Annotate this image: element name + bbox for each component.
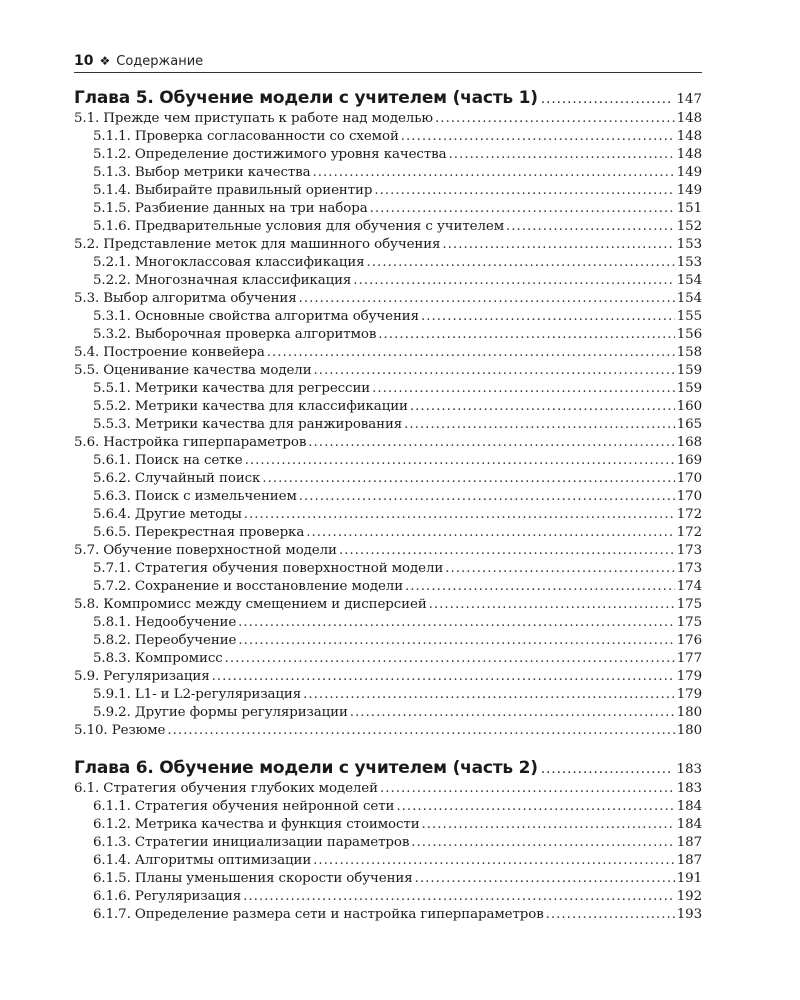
toc-subsection-entry[interactable] [74,272,702,290]
toc-subsection-entry[interactable] [74,506,702,524]
chapter-title: Глава 6. Обучение модели с учителем (часть 2) [74,758,538,778]
dot-leader [372,380,675,398]
toc-subsection-entry[interactable] [74,146,702,164]
dot-leader [374,182,674,200]
entry-page-number: 151 [676,201,702,216]
dot-leader [411,834,674,852]
toc-subsection-entry[interactable] [74,200,702,218]
chapter-title: Глава 5. Обучение модели с учителем (часть 1) [74,88,538,108]
entry-title: 5.5.1. Метрики качества для регрессии [93,381,371,396]
dot-leader [267,344,675,362]
dot-leader [380,780,675,798]
toc-subsection-entry[interactable] [74,852,702,870]
dot-leader [405,578,675,596]
toc-subsection-entry[interactable] [74,650,702,668]
dot-leader [422,816,675,834]
entry-page-number: 170 [676,471,702,486]
dot-leader [541,758,674,782]
dot-leader [401,128,675,146]
dot-leader [445,560,675,578]
dot-leader [313,852,675,870]
entry-title: 5.7.2. Сохранение и восстановление модели [93,579,404,594]
dot-leader [370,200,675,218]
entry-title: 5.8.1. Недообучение [93,615,237,630]
dot-leader [546,906,675,924]
dot-leader [225,650,675,668]
dot-leader [244,506,675,524]
entry-page-number: 148 [676,147,702,162]
toc-subsection-entry[interactable] [74,164,702,182]
entry-title: 5.7. Обучение поверхностной модели [74,543,337,558]
entry-page-number: 172 [676,525,702,540]
entry-page-number: 179 [676,687,702,702]
toc-section-entry[interactable] [74,434,702,452]
dot-leader [308,434,674,452]
entry-title: 5.6.2. Случайный поиск [93,471,261,486]
dot-leader [243,888,675,906]
chapter-page-number: 183 [676,762,702,777]
entry-page-number: 160 [676,399,702,414]
entry-title: 5.9.1. L1- и L2-регуляризация [93,687,302,702]
dot-leader [238,632,674,650]
entry-title: 5.10. Резюме [74,723,166,738]
entry-title: 6.1.3. Стратегии инициализации параметров [93,835,410,850]
toc-subsection-entry[interactable] [74,524,702,542]
entry-page-number: 158 [676,345,702,360]
entry-title: 5.2.1. Многоклассовая классификация [93,255,365,270]
entry-page-number: 187 [676,835,702,850]
toc-subsection-entry[interactable] [74,834,702,852]
ornament-icon: ❖ [99,54,111,68]
entry-page-number: 177 [676,651,702,666]
entry-page-number: 165 [676,417,702,432]
entry-page-number: 174 [676,579,702,594]
entry-page-number: 193 [676,907,702,922]
dot-leader [339,542,675,560]
entry-page-number: 173 [676,561,702,576]
toc-subsection-entry[interactable] [74,888,702,906]
dot-leader [506,218,675,236]
toc-subsection-entry[interactable] [74,218,702,236]
entry-page-number: 155 [676,309,702,324]
entry-title: 5.9. Регуляризация [74,669,210,684]
entry-title: 5.1.4. Выбирайте правильный ориентир [93,183,373,198]
entry-title: 5.7.1. Стратегия обучения поверхностной модели [93,561,444,576]
toc-section-entry[interactable] [74,110,702,128]
entry-title: 6.1.4. Алгоритмы оптимизации [93,853,312,868]
entry-page-number: 192 [676,889,702,904]
entry-page-number: 154 [676,291,702,306]
table-of-contents [74,86,702,924]
entry-page-number: 153 [676,237,702,252]
entry-page-number: 172 [676,507,702,522]
toc-subsection-entry[interactable] [74,816,702,834]
dot-leader [245,452,675,470]
toc-subsection-entry[interactable] [74,560,702,578]
chapter-block [74,86,702,740]
entry-page-number: 149 [676,183,702,198]
toc-subsection-entry[interactable] [74,686,702,704]
dot-leader [306,524,675,542]
entry-page-number: 175 [676,615,702,630]
chapter-block [74,756,702,924]
dot-leader [167,722,674,740]
entry-title: 5.5.3. Метрики качества для ранжирования [93,417,403,432]
toc-section-entry[interactable] [74,236,702,254]
entry-title: 5.1.6. Предварительные условия для обучения с учителем [93,219,505,234]
toc-section-entry[interactable] [74,542,702,560]
toc-subsection-entry[interactable] [74,128,702,146]
entry-page-number: 153 [676,255,702,270]
dot-leader [303,686,675,704]
toc-section-entry[interactable] [74,362,702,380]
dot-leader [415,870,675,888]
dot-leader [435,110,675,128]
dot-leader [442,236,674,254]
entry-page-number: 180 [676,705,702,720]
running-header [74,50,702,73]
dot-leader [378,326,674,344]
entry-title: 5.2.2. Многозначная классификация [93,273,352,288]
entry-page-number: 180 [676,723,702,738]
section-title: Содержание [116,53,204,69]
dot-leader [404,416,675,434]
toc-subsection-entry[interactable] [74,452,702,470]
toc-section-entry[interactable] [74,780,702,798]
entry-page-number: 187 [676,853,702,868]
dot-leader [396,798,674,816]
entry-page-number: 176 [676,633,702,648]
entry-title: 6.1.7. Определение размера сети и настройка гиперпараметров [93,907,544,922]
dot-leader [299,290,675,308]
dot-leader [367,254,675,272]
toc-subsection-entry[interactable] [74,398,702,416]
entry-page-number: 168 [676,435,702,450]
entry-title: 5.3. Выбор алгоритма обучения [74,291,297,306]
dot-leader [262,470,674,488]
entry-page-number: 159 [676,363,702,378]
entry-page-number: 154 [676,273,702,288]
entry-title: 5.6. Настройка гиперпараметров [74,435,307,450]
chapter-heading[interactable] [74,756,702,780]
toc-subsection-entry[interactable] [74,614,702,632]
chapter-heading[interactable] [74,86,702,110]
entry-page-number: 159 [676,381,702,396]
entry-title: 6.1.6. Регуляризация [93,889,242,904]
page-number: 10 [74,53,94,69]
entry-page-number: 148 [676,129,702,144]
toc-subsection-entry[interactable] [74,906,702,924]
dot-leader [314,362,675,380]
dot-leader [299,488,675,506]
dot-leader [313,164,675,182]
toc-section-entry[interactable] [74,722,702,740]
dot-leader [410,398,675,416]
toc-section-entry[interactable] [74,596,702,614]
dot-leader [350,704,675,722]
entry-title: 6.1. Стратегия обучения глубоких моделей [74,781,378,796]
entry-title: 5.3.1. Основные свойства алгоритма обучения [93,309,419,324]
entry-title: 5.8.2. Переобучение [93,633,237,648]
toc-subsection-entry[interactable] [74,470,702,488]
entry-title: 5.3.2. Выборочная проверка алгоритмов [93,327,377,342]
entry-title: 5.8. Компромисс между смещением и дисперсией [74,597,427,612]
chapter-page-number: 147 [676,92,702,107]
toc-subsection-entry[interactable] [74,704,702,722]
entry-page-number: 179 [676,669,702,684]
entry-page-number: 183 [676,781,702,796]
dot-leader [429,596,675,614]
toc-section-entry[interactable] [74,344,702,362]
toc-subsection-entry[interactable] [74,326,702,344]
entry-title: 5.4. Построение конвейера [74,345,265,360]
entry-title: 5.9.2. Другие формы регуляризации [93,705,348,720]
entry-title: 5.2. Представление меток для машинного обучения [74,237,441,252]
toc-subsection-entry[interactable] [74,632,702,650]
entry-page-number: 173 [676,543,702,558]
dot-leader [238,614,675,632]
toc-subsection-entry[interactable] [74,488,702,506]
toc-subsection-entry[interactable] [74,798,702,816]
entry-title: 5.6.4. Другие методы [93,507,242,522]
toc-subsection-entry[interactable] [74,254,702,272]
entry-title: 5.6.1. Поиск на сетке [93,453,243,468]
entry-title: 6.1.2. Метрика качества и функция стоимости [93,817,420,832]
dot-leader [421,308,675,326]
entry-page-number: 152 [676,219,702,234]
entry-page-number: 175 [676,597,702,612]
entry-title: 5.1.1. Проверка согласованности со схемой [93,129,399,144]
toc-section-entry[interactable] [74,290,702,308]
entry-title: 6.1.1. Стратегия обучения нейронной сети [93,799,395,814]
entry-title: 5.1.2. Определение достижимого уровня качества [93,147,447,162]
dot-leader [353,272,674,290]
entry-page-number: 149 [676,165,702,180]
toc-section-entry[interactable] [74,668,702,686]
toc-subsection-entry[interactable] [74,380,702,398]
entry-title: 5.6.3. Поиск с измельчением [93,489,297,504]
entry-title: 5.1.5. Разбиение данных на три набора [93,201,368,216]
entry-title: 5.5. Оценивание качества модели [74,363,312,378]
toc-subsection-entry[interactable] [74,182,702,200]
entry-page-number: 191 [676,871,702,886]
dot-leader [448,146,674,164]
dot-leader [212,668,675,686]
entry-title: 5.8.3. Компромисс [93,651,223,666]
entry-title: 5.5.2. Метрики качества для классификации [93,399,408,414]
entry-page-number: 148 [676,111,702,126]
entry-page-number: 184 [676,817,702,832]
entry-page-number: 184 [676,799,702,814]
toc-subsection-entry[interactable] [74,416,702,434]
entry-title: 6.1.5. Планы уменьшения скорости обучения [93,871,413,886]
entry-page-number: 170 [676,489,702,504]
entry-title: 5.6.5. Перекрестная проверка [93,525,305,540]
toc-subsection-entry[interactable] [74,308,702,326]
entry-title: 5.1.3. Выбор метрики качества [93,165,311,180]
dot-leader [541,88,674,112]
toc-subsection-entry[interactable] [74,578,702,596]
entry-page-number: 169 [676,453,702,468]
toc-subsection-entry[interactable] [74,870,702,888]
entry-page-number: 156 [676,327,702,342]
entry-title: 5.1. Прежде чем приступать к работе над моделью [74,111,433,126]
